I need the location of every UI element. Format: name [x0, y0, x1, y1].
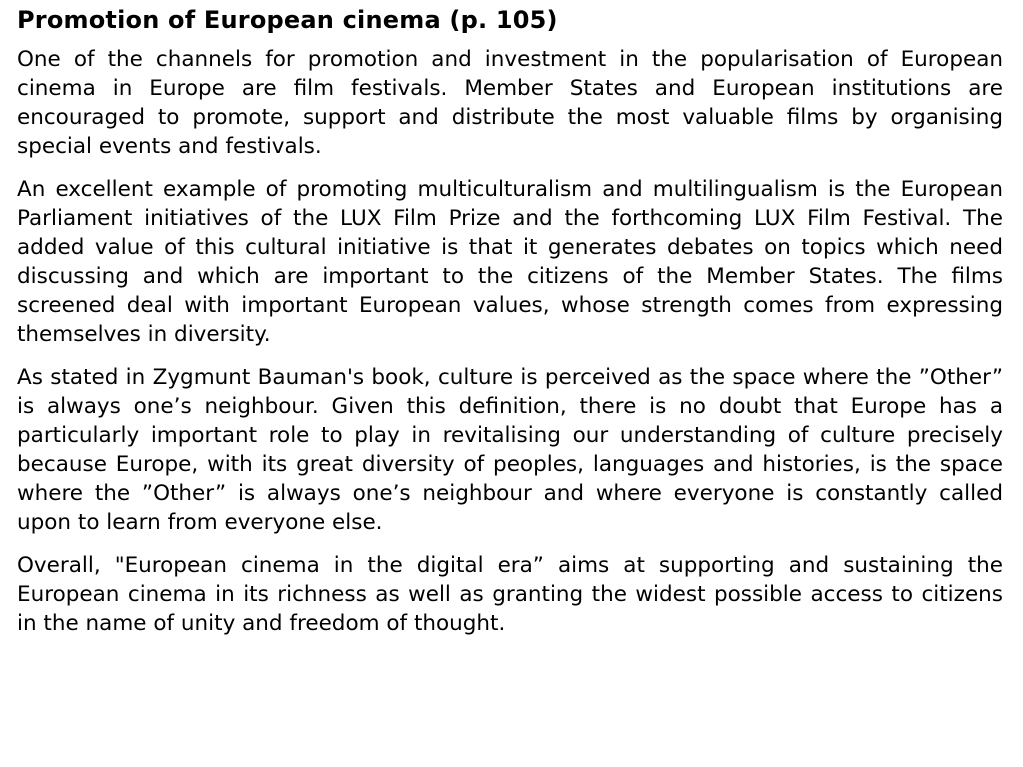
paragraph-lux-film-prize: An excellent example of promoting multiculturalism and multilingualism is the European Parliament initiatives of the LUX Film Prize and the forthcoming LUX Film Festival. The added value of this cultural initiative is that it generates debates on topics which need discussing and which are important to the citizens of the Member States. The films screened deal with important European values, whose strength comes from expressing themselves in diversity. — [17, 177, 1003, 347]
paragraph-overall-aims: Overall, "European cinema in the digital era” aims at supporting and sustaining the European cinema in its richness as well as granting the widest possible access to citizens in the name of unity and freedom of thought. — [17, 553, 1003, 636]
page-title: Promotion of European cinema (p. 105) — [17, 6, 558, 34]
paragraph-bauman-culture: As stated in Zygmunt Bauman's book, culture is perceived as the space where the ”Other” is always one’s neighbour. Given this definition, there is no doubt that Europe has a particularly important role to play in revitalising our understanding of culture precisely because Europe, with its great diversity of peoples, languages and histories, is the space where the ”Other” is always one’s neighbour and where everyone is constantly called upon to learn from everyone else. — [17, 365, 1003, 535]
paragraph-film-festivals: One of the channels for promotion and investment in the popularisation of European cinema in Europe are film festivals. Member States and European institutions are encouraged to promote, support and distribute the most valuable films by organising special events and festivals. — [17, 47, 1003, 159]
